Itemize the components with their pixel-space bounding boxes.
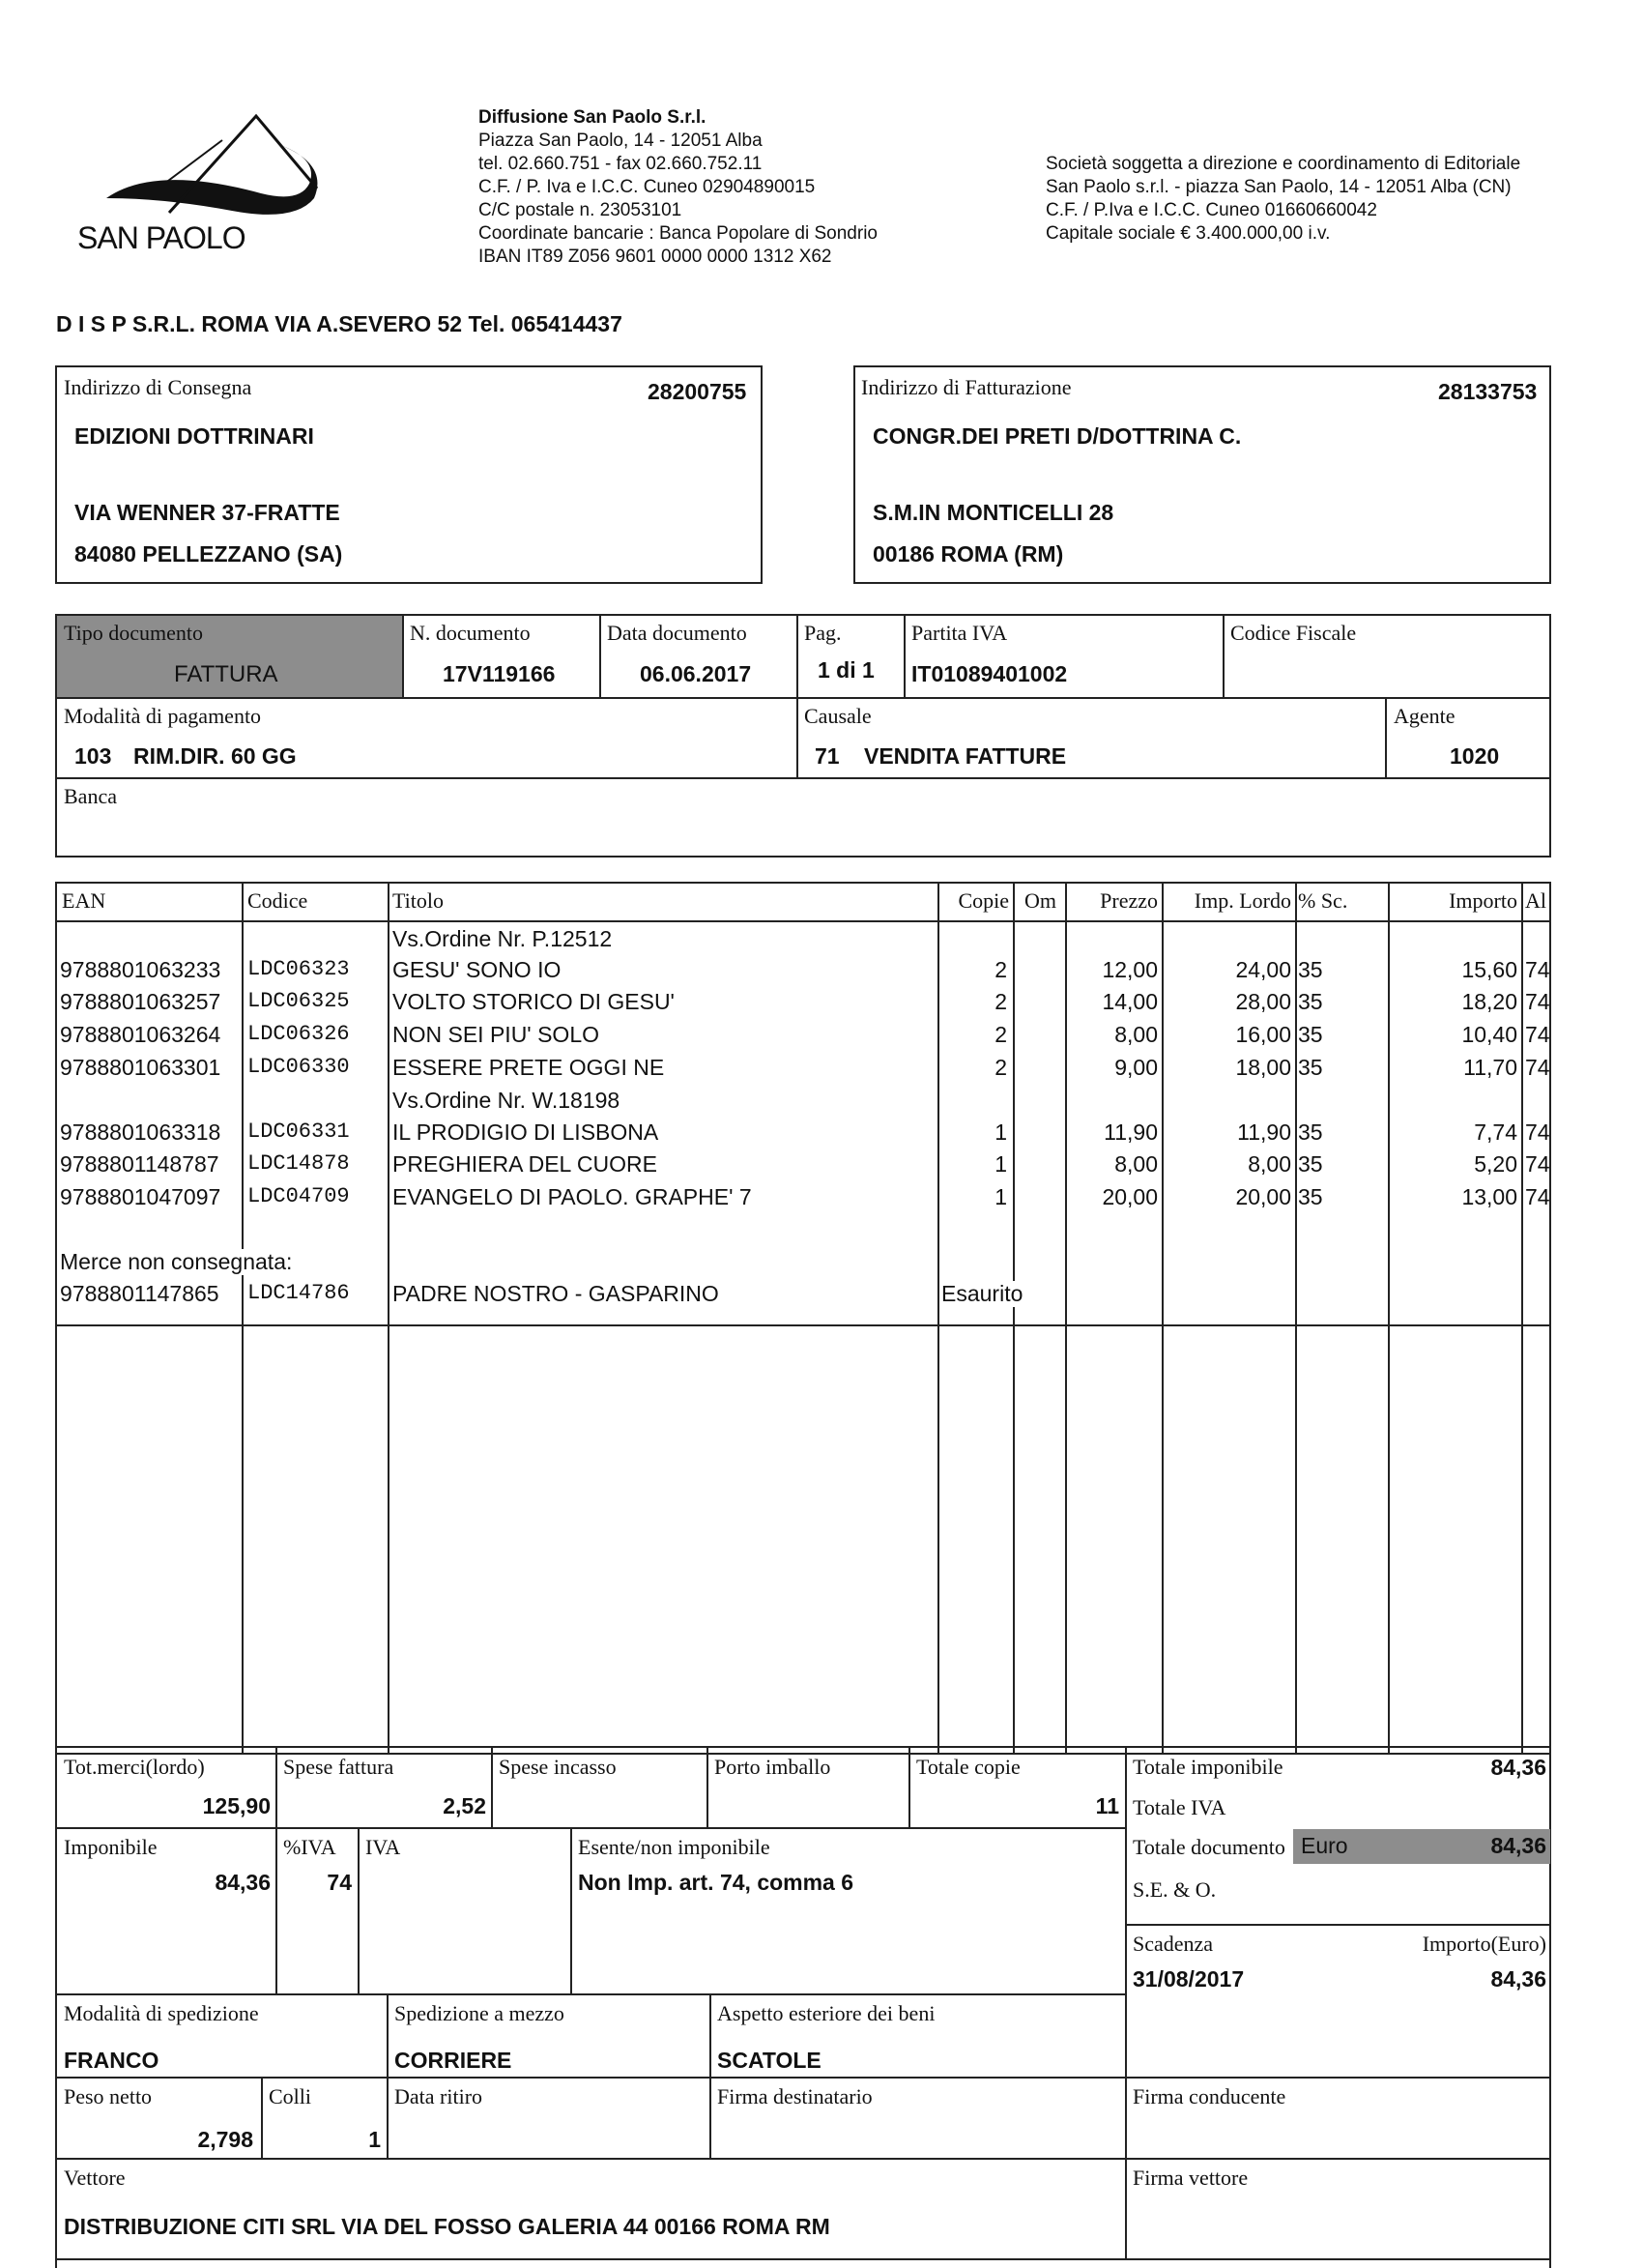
company-note-3: C.F. / P.Iva e I.C.C. Cuneo 01660660042 <box>1046 200 1377 220</box>
totale-copie-label: Totale copie <box>916 1755 1021 1779</box>
modalita-spedizione-label: Modalità di spedizione <box>64 2001 259 2025</box>
scadenza-label: Scadenza <box>1133 1932 1214 1956</box>
billing-code: 28133753 <box>1438 379 1538 404</box>
causale-label: Causale <box>804 704 872 728</box>
piva-value: IT01089401002 <box>911 661 1068 686</box>
row-titolo: VOLTO STORICO DI GESU' <box>392 989 675 1014</box>
peso-netto-value: 2,798 <box>197 2127 253 2152</box>
row-ean: 9788801063257 <box>60 989 221 1014</box>
company-cf: C.F. / P. Iva e I.C.C. Cuneo 02904890015 <box>478 177 816 197</box>
row-lordo: 8,00 <box>1248 1151 1291 1177</box>
agente-label: Agente <box>1394 704 1456 728</box>
row-sc: 35 <box>1298 1055 1323 1080</box>
causale-code: 71 <box>815 743 840 769</box>
th-importo: Importo <box>1449 888 1517 913</box>
spedizione-mezzo-value: CORRIERE <box>394 2048 512 2073</box>
tipo-label: Tipo documento <box>64 621 204 645</box>
table-row <box>0 1119 1643 1149</box>
row-ean: 9788801148787 <box>60 1151 219 1177</box>
company-phone: tel. 02.660.751 - fax 02.660.752.11 <box>478 154 763 174</box>
row-codice: LDC04709 <box>247 1184 350 1208</box>
row-al: 74 <box>1525 1184 1550 1209</box>
row-copie: 1 <box>994 1151 1007 1177</box>
company-address: Piazza San Paolo, 14 - 12051 Alba <box>478 131 763 151</box>
piva-label: Partita IVA <box>911 621 1008 645</box>
importo-euro-label: Importo(Euro) <box>1422 1932 1546 1956</box>
th-lordo: Imp. Lordo <box>1194 888 1291 913</box>
data-ritiro-label: Data ritiro <box>394 2084 483 2108</box>
perc-iva-label: %IVA <box>283 1835 336 1859</box>
row-sc: 35 <box>1298 1184 1323 1209</box>
row-ean: 9788801147865 <box>60 1281 219 1306</box>
company-note-4: Capitale sociale € 3.400.000,00 i.v. <box>1046 223 1331 244</box>
row-sc: 35 <box>1298 1151 1323 1177</box>
vettore-value: DISTRIBUZIONE CITI SRL VIA DEL FOSSO GALERIA 44 00166 ROMA RM <box>64 2214 830 2239</box>
row-codice: LDC14878 <box>247 1151 350 1176</box>
row-al: 74 <box>1525 989 1550 1014</box>
delivery-label: Indirizzo di Consegna <box>64 375 252 399</box>
pag-value: 1 di 1 <box>818 657 875 683</box>
row-prezzo: 8,00 <box>1114 1151 1158 1177</box>
th-titolo: Titolo <box>392 888 445 913</box>
row-codice: LDC14786 <box>247 1281 350 1305</box>
delivery-name: EDIZIONI DOTTRINARI <box>74 423 314 449</box>
row-prezzo: 8,00 <box>1114 1022 1158 1047</box>
row-importo: 7,74 <box>1474 1119 1517 1145</box>
row-codice: LDC06323 <box>247 957 350 981</box>
totale-documento-label: Totale documento <box>1133 1835 1285 1859</box>
se-o-label: S.E. & O. <box>1133 1877 1217 1902</box>
row-lordo: 18,00 <box>1235 1055 1291 1080</box>
san-paolo-logo-icon <box>77 106 348 222</box>
table-row <box>0 1022 1643 1051</box>
company-logo <box>77 106 348 261</box>
iva-label: IVA <box>365 1835 401 1859</box>
totale-imponibile-label: Totale imponibile <box>1133 1755 1283 1779</box>
company-name: Diffusione San Paolo S.r.l. <box>478 107 706 128</box>
row-codice: LDC06325 <box>247 989 350 1013</box>
num-value: 17V119166 <box>443 661 556 686</box>
row-importo: 5,20 <box>1474 1151 1517 1177</box>
imponibile-value: 84,36 <box>215 1870 271 1895</box>
row-lordo: 16,00 <box>1235 1022 1291 1047</box>
spese-fattura-value: 2,52 <box>443 1793 486 1818</box>
table-row <box>0 957 1643 986</box>
perc-iva-value: 74 <box>327 1870 352 1895</box>
th-sc: % Sc. <box>1298 888 1348 913</box>
billing-label: Indirizzo di Fatturazione <box>861 375 1072 399</box>
company-iban: IBAN IT89 Z056 9601 0000 0000 1312 X62 <box>478 247 832 267</box>
table-row <box>0 1055 1643 1084</box>
importo-euro-value: 84,36 <box>1490 1966 1546 1992</box>
row-copie: 2 <box>994 957 1007 982</box>
row-copie: 1 <box>994 1184 1007 1209</box>
tot-merci-value: 125,90 <box>202 1793 271 1818</box>
row-importo: 18,20 <box>1461 989 1517 1014</box>
row-ean: 9788801063264 <box>60 1022 221 1047</box>
row-titolo: EVANGELO DI PAOLO. GRAPHE' 7 <box>392 1184 752 1209</box>
row-copie: 2 <box>994 1055 1007 1080</box>
th-codice: Codice <box>247 888 308 913</box>
billing-street: S.M.IN MONTICELLI 28 <box>873 500 1114 525</box>
company-note-2: San Paolo s.r.l. - piazza San Paolo, 14 - 12051 Alba (CN) <box>1046 177 1512 197</box>
delivery-city: 84080 PELLEZZANO (SA) <box>74 541 343 567</box>
banca-label: Banca <box>64 784 117 808</box>
firma-destinatario-label: Firma destinatario <box>717 2084 873 2108</box>
firma-vettore-label: Firma vettore <box>1133 2166 1249 2190</box>
company-note-1: Società soggetta a direzione e coordinamento di Editoriale <box>1046 154 1521 174</box>
spedizione-mezzo-label: Spedizione a mezzo <box>394 2001 564 2025</box>
row-copie: 2 <box>994 989 1007 1014</box>
company-cc: C/C postale n. 23053101 <box>478 200 682 220</box>
porto-imballo-label: Porto imballo <box>714 1755 831 1779</box>
billing-name: CONGR.DEI PRETI D/DOTTRINA C. <box>873 423 1242 449</box>
th-om: Om <box>1024 888 1056 913</box>
tipo-value: FATTURA <box>174 661 278 687</box>
row-titolo: ESSERE PRETE OGGI NE <box>392 1055 665 1080</box>
row-al: 74 <box>1525 1055 1550 1080</box>
table-row <box>0 1151 1643 1180</box>
row-codice: LDC06326 <box>247 1022 350 1046</box>
table-row <box>0 1184 1643 1213</box>
row-lordo: 20,00 <box>1235 1184 1291 1209</box>
peso-netto-label: Peso netto <box>64 2084 153 2108</box>
spese-fattura-label: Spese fattura <box>283 1755 394 1779</box>
spese-incasso-label: Spese incasso <box>499 1755 617 1779</box>
row-ean: 9788801047097 <box>60 1184 221 1209</box>
pagamento-label: Modalità di pagamento <box>64 704 262 728</box>
th-copie: Copie <box>958 888 1009 913</box>
agente-value: 1020 <box>1450 743 1500 769</box>
row-titolo: PREGHIERA DEL CUORE <box>392 1151 657 1177</box>
colli-value: 1 <box>368 2127 381 2152</box>
row-prezzo: 20,00 <box>1102 1184 1158 1209</box>
th-prezzo: Prezzo <box>1100 888 1158 913</box>
delivery-street: VIA WENNER 37-FRATTE <box>74 500 340 525</box>
row-al: 74 <box>1525 957 1550 982</box>
cf-label: Codice Fiscale <box>1230 621 1357 645</box>
row-codice: LDC06331 <box>247 1119 350 1144</box>
row-sc: 35 <box>1298 1119 1323 1145</box>
num-label: N. documento <box>410 621 531 645</box>
row-copie: 2 <box>994 1022 1007 1047</box>
undelivered-label: Merce non consegnata: <box>60 1249 293 1274</box>
row-importo: 13,00 <box>1461 1184 1517 1209</box>
totale-iva-label: Totale IVA <box>1133 1795 1226 1819</box>
data-value: 06.06.2017 <box>640 661 752 686</box>
logo-text: SAN PAOLO <box>77 220 245 255</box>
row-lordo: 28,00 <box>1235 989 1291 1014</box>
row-copie: 1 <box>994 1119 1007 1145</box>
esente-label: Esente/non imponibile <box>578 1835 770 1859</box>
company-bank: Coordinate bancarie : Banca Popolare di Sondrio <box>478 223 878 244</box>
aspetto-beni-value: SCATOLE <box>717 2048 822 2073</box>
data-label: Data documento <box>607 621 747 645</box>
imponibile-label: Imponibile <box>64 1835 158 1859</box>
row-codice: LDC06330 <box>247 1055 350 1079</box>
order-ref-2: Vs.Ordine Nr. W.18198 <box>392 1088 620 1113</box>
pag-label: Pag. <box>804 621 842 645</box>
row-titolo: NON SEI PIU' SOLO <box>392 1022 599 1047</box>
table-row <box>0 989 1643 1018</box>
row-prezzo: 12,00 <box>1102 957 1158 982</box>
row-al: 74 <box>1525 1151 1550 1177</box>
order-ref-1: Vs.Ordine Nr. P.12512 <box>392 926 613 951</box>
dealer-line: D I S P S.R.L. ROMA VIA A.SEVERO 52 Tel. 065414437 <box>56 311 622 336</box>
totale-documento-currency: Euro <box>1301 1833 1348 1858</box>
row-lordo: 11,90 <box>1237 1119 1291 1145</box>
totale-copie-value: 11 <box>1095 1793 1119 1818</box>
row-titolo: GESU' SONO IO <box>392 957 562 982</box>
firma-conducente-label: Firma conducente <box>1133 2084 1286 2108</box>
row-lordo: 24,00 <box>1235 957 1291 982</box>
row-sc: 35 <box>1298 1022 1323 1047</box>
billing-city: 00186 ROMA (RM) <box>873 541 1064 567</box>
pagamento-code: 103 <box>74 743 112 769</box>
th-al: Al <box>1525 888 1546 913</box>
row-sc: 35 <box>1298 989 1323 1014</box>
colli-label: Colli <box>269 2084 312 2108</box>
scadenza-value: 31/08/2017 <box>1133 1966 1245 1992</box>
vettore-label: Vettore <box>64 2166 126 2190</box>
causale-value: VENDITA FATTURE <box>864 743 1067 769</box>
row-titolo: IL PRODIGIO DI LISBONA <box>392 1119 659 1145</box>
modalita-spedizione-value: FRANCO <box>64 2048 159 2073</box>
row-sc: 35 <box>1298 957 1323 982</box>
row-importo: 11,70 <box>1463 1055 1517 1080</box>
totale-imponibile-value: 84,36 <box>1490 1755 1546 1780</box>
row-ean: 9788801063233 <box>60 957 221 982</box>
table-row <box>0 1281 1643 1310</box>
row-status: Esaurito <box>941 1281 1023 1306</box>
delivery-code: 28200755 <box>648 379 747 404</box>
row-prezzo: 11,90 <box>1104 1119 1158 1145</box>
row-ean: 9788801063301 <box>60 1055 221 1080</box>
row-importo: 10,40 <box>1461 1022 1517 1047</box>
row-importo: 15,60 <box>1461 957 1517 982</box>
pagamento-value: RIM.DIR. 60 GG <box>133 743 297 769</box>
row-titolo: PADRE NOSTRO - GASPARINO <box>392 1281 719 1306</box>
aspetto-beni-label: Aspetto esteriore dei beni <box>717 2001 936 2025</box>
esente-value: Non Imp. art. 74, comma 6 <box>578 1870 854 1895</box>
tot-merci-label: Tot.merci(lordo) <box>64 1755 205 1779</box>
row-ean: 9788801063318 <box>60 1119 221 1145</box>
row-al: 74 <box>1525 1022 1550 1047</box>
totale-documento-value: 84,36 <box>1490 1833 1546 1858</box>
row-prezzo: 14,00 <box>1102 989 1158 1014</box>
th-ean: EAN <box>62 888 106 913</box>
row-al: 74 <box>1525 1119 1550 1145</box>
row-prezzo: 9,00 <box>1114 1055 1158 1080</box>
